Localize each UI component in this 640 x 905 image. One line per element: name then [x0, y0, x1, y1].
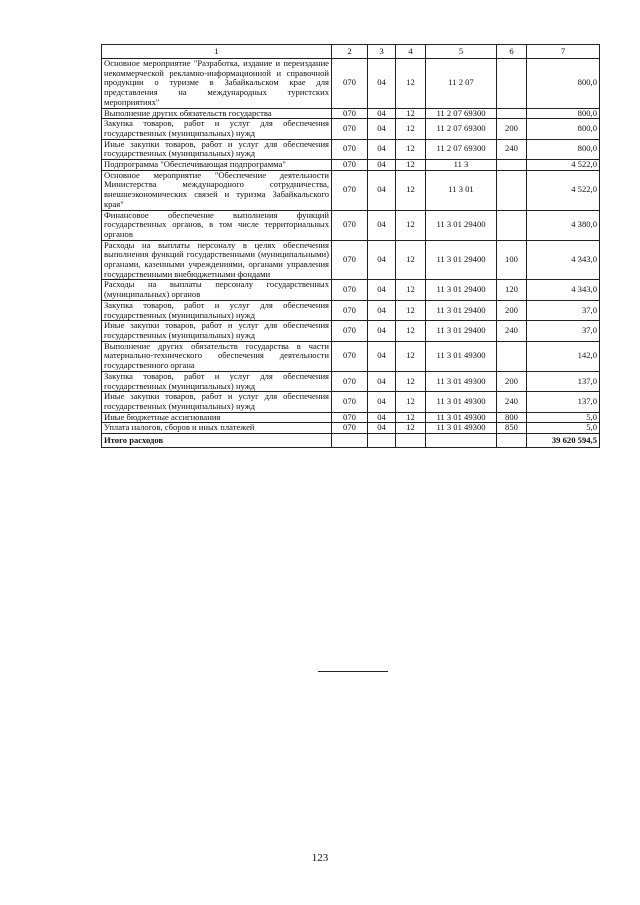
table-row [102, 321, 600, 341]
cell-ministry: 070 [332, 341, 368, 371]
cell-section: 04 [368, 321, 396, 341]
cell-target-article: 11 2 07 69300 [426, 108, 497, 119]
cell-section: 04 [368, 139, 396, 159]
header-cell: 7 [527, 45, 600, 59]
cell-expense-type: 100 [497, 240, 527, 280]
cell-target-article: 11 2 07 69300 [426, 139, 497, 159]
cell-amount: 800,0 [527, 108, 600, 119]
cell-ministry: 070 [332, 412, 368, 423]
cell-section: 04 [368, 160, 396, 171]
cell-name: Расходы на выплаты персоналу государственных (муниципальных) органов [102, 280, 332, 300]
cell-target-article: 11 3 01 49300 [426, 392, 497, 412]
header-cell: 1 [102, 45, 332, 59]
cell-amount: 4 380,0 [527, 210, 600, 240]
table-row [102, 240, 600, 280]
table-row [102, 280, 600, 300]
cell-target-article: 11 3 01 29400 [426, 210, 497, 240]
cell-amount: 800,0 [527, 139, 600, 159]
table-row [102, 300, 600, 320]
cell-name: Подпрограмма "Обеспечивающая подпрограмма" [102, 160, 332, 171]
cell-subsection: 12 [396, 160, 426, 171]
cell-name: Иные бюджетные ассигнования [102, 412, 332, 423]
cell-ministry: 070 [332, 119, 368, 139]
cell-amount: 137,0 [527, 392, 600, 412]
table-row [102, 119, 600, 139]
table-body [102, 59, 600, 434]
table-row [102, 160, 600, 171]
cell-target-article: 11 3 [426, 160, 497, 171]
cell-section: 04 [368, 341, 396, 371]
cell-section: 04 [368, 412, 396, 423]
header-cell: 4 [396, 45, 426, 59]
cell-amount: 4 343,0 [527, 280, 600, 300]
cell-ministry: 070 [332, 108, 368, 119]
cell-name: Иные закупки товаров, работ и услуг для обеспечения государственных (муниципальных) нужд [102, 392, 332, 412]
cell-expense-type: 120 [497, 280, 527, 300]
cell-section: 04 [368, 280, 396, 300]
cell-expense-type [497, 341, 527, 371]
cell-ministry: 070 [332, 371, 368, 391]
cell-expense-type: 240 [497, 139, 527, 159]
cell-expense-type: 200 [497, 300, 527, 320]
cell-subsection: 12 [396, 210, 426, 240]
table-row [102, 392, 600, 412]
header-cell: 5 [426, 45, 497, 59]
cell-ministry: 070 [332, 300, 368, 320]
cell-expense-type: 200 [497, 119, 527, 139]
cell-amount: 4 343,0 [527, 240, 600, 280]
cell-subsection: 12 [396, 59, 426, 109]
cell-amount: 142,0 [527, 341, 600, 371]
cell-section: 04 [368, 108, 396, 119]
cell-section: 04 [368, 423, 396, 434]
cell-expense-type: 240 [497, 321, 527, 341]
cell-ministry: 070 [332, 280, 368, 300]
cell-name: Основное мероприятие "Обеспечение деятельности Министерства международного сотрудничества, внешнеэкономических связей и туризма Забайкальского края" [102, 170, 332, 210]
header-row [102, 45, 600, 59]
cell-ministry: 070 [332, 160, 368, 171]
cell-ministry: 070 [332, 240, 368, 280]
cell-expense-type [497, 160, 527, 171]
cell-amount: 4 522,0 [527, 160, 600, 171]
cell-ministry: 070 [332, 170, 368, 210]
cell-subsection: 12 [396, 371, 426, 391]
cell-amount: 5,0 [527, 412, 600, 423]
cell-section: 04 [368, 119, 396, 139]
table-row [102, 139, 600, 159]
cell-name: Закупка товаров, работ и услуг для обеспечения государственных (муниципальных) нужд [102, 371, 332, 391]
cell-name: Закупка товаров, работ и услуг для обеспечения государственных (муниципальных) нужд [102, 300, 332, 320]
cell-amount: 137,0 [527, 371, 600, 391]
cell-expense-type [497, 170, 527, 210]
cell-target-article: 11 2 07 [426, 59, 497, 109]
cell-expense-type: 200 [497, 371, 527, 391]
cell-amount: 37,0 [527, 300, 600, 320]
total-label: Итого расходов [102, 434, 332, 448]
cell-name: Закупка товаров, работ и услуг для обеспечения государственных (муниципальных) нужд [102, 119, 332, 139]
cell-expense-type: 240 [497, 392, 527, 412]
table-row [102, 170, 600, 210]
cell-amount: 800,0 [527, 59, 600, 109]
cell-target-article: 11 3 01 29400 [426, 280, 497, 300]
cell-target-article: 11 3 01 49300 [426, 341, 497, 371]
table-row [102, 371, 600, 391]
cell-name: Выполнение других обязательств государства в части материально-технического обеспечения деятельности государственного органа [102, 341, 332, 371]
cell-ministry: 070 [332, 139, 368, 159]
cell-subsection: 12 [396, 170, 426, 210]
cell-name: Финансовое обеспечение выполнения функций государственных органов, в том числе территориальных органов [102, 210, 332, 240]
cell-name: Уплата налогов, сборов и иных платежей [102, 423, 332, 434]
cell-name: Основное мероприятие "Разработка, издание и переиздание некоммерческой рекламно-информационной и справочной продукции о туризме в Забайкальском крае для представления на международных туристских мероприятиях" [102, 59, 332, 109]
cell-expense-type [497, 59, 527, 109]
cell-expense-type [497, 210, 527, 240]
cell-subsection: 12 [396, 392, 426, 412]
header-cell: 3 [368, 45, 396, 59]
cell-expense-type: 800 [497, 412, 527, 423]
cell-target-article: 11 3 01 49300 [426, 423, 497, 434]
header-cell: 2 [332, 45, 368, 59]
cell-subsection: 12 [396, 412, 426, 423]
table-row [102, 59, 600, 109]
cell-name: Иные закупки товаров, работ и услуг для обеспечения государственных (муниципальных) нужд [102, 321, 332, 341]
cell-target-article: 11 2 07 69300 [426, 119, 497, 139]
cell-amount: 5,0 [527, 423, 600, 434]
total-row [102, 434, 600, 448]
table-row [102, 210, 600, 240]
cell-target-article: 11 3 01 29400 [426, 321, 497, 341]
cell-subsection: 12 [396, 139, 426, 159]
cell-target-article: 11 3 01 [426, 170, 497, 210]
header-cell: 6 [497, 45, 527, 59]
cell-target-article: 11 3 01 49300 [426, 412, 497, 423]
cell-subsection: 12 [396, 108, 426, 119]
cell-amount: 4 522,0 [527, 170, 600, 210]
cell-ministry: 070 [332, 210, 368, 240]
cell-name: Выполнение других обязательств государства [102, 108, 332, 119]
cell-ministry: 070 [332, 423, 368, 434]
cell-section: 04 [368, 170, 396, 210]
cell-subsection: 12 [396, 300, 426, 320]
cell-subsection: 12 [396, 423, 426, 434]
total-value: 39 620 594,5 [527, 434, 600, 448]
cell-subsection: 12 [396, 240, 426, 280]
cell-subsection: 12 [396, 119, 426, 139]
cell-section: 04 [368, 392, 396, 412]
cell-subsection: 12 [396, 280, 426, 300]
cell-expense-type [497, 108, 527, 119]
cell-target-article: 11 3 01 29400 [426, 300, 497, 320]
cell-section: 04 [368, 300, 396, 320]
separator-line [318, 671, 388, 672]
cell-ministry: 070 [332, 392, 368, 412]
cell-ministry: 070 [332, 59, 368, 109]
cell-amount: 37,0 [527, 321, 600, 341]
cell-section: 04 [368, 210, 396, 240]
cell-subsection: 12 [396, 341, 426, 371]
cell-amount: 800,0 [527, 119, 600, 139]
cell-section: 04 [368, 240, 396, 280]
budget-table [101, 44, 600, 448]
cell-target-article: 11 3 01 29400 [426, 240, 497, 280]
cell-ministry: 070 [332, 321, 368, 341]
table-row [102, 412, 600, 423]
cell-target-article: 11 3 01 49300 [426, 371, 497, 391]
cell-name: Иные закупки товаров, работ и услуг для обеспечения государственных (муниципальных) нужд [102, 139, 332, 159]
table-row [102, 108, 600, 119]
cell-subsection: 12 [396, 321, 426, 341]
page-number: 123 [311, 852, 329, 864]
cell-expense-type: 850 [497, 423, 527, 434]
table-row [102, 423, 600, 434]
cell-section: 04 [368, 371, 396, 391]
table-row [102, 341, 600, 371]
cell-name: Расходы на выплаты персоналу в целях обеспечения выполнения функций государственными (муниципальными) органами, казенными учреждениями, органами управления государственными внебюджетными фондами [102, 240, 332, 280]
cell-section: 04 [368, 59, 396, 109]
